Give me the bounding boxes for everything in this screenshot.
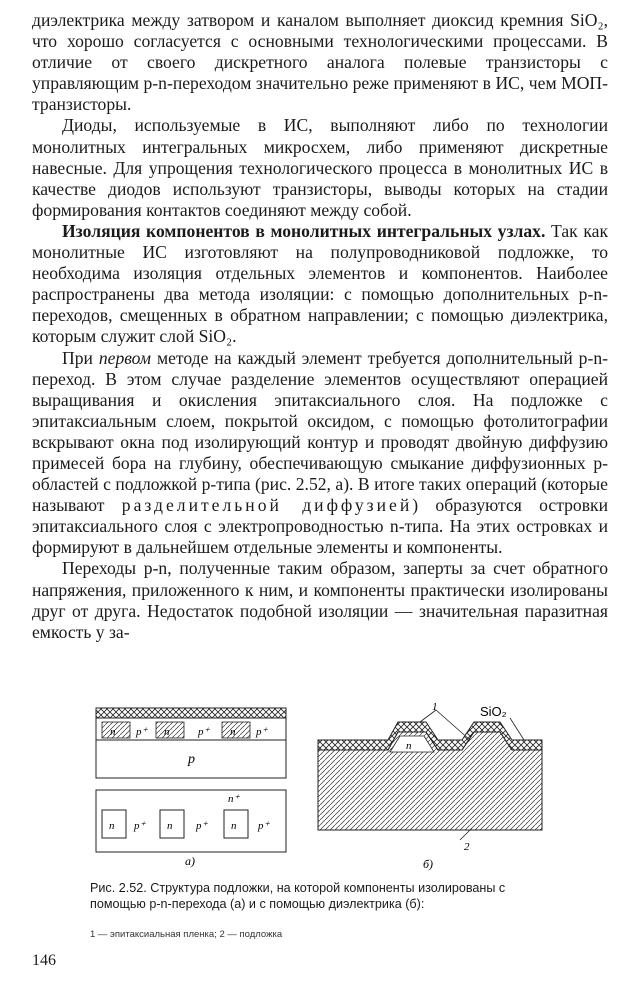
label-pplus: p⁺ bbox=[198, 726, 210, 738]
emphasis-first: первом bbox=[98, 347, 152, 368]
figure-a-cross-section bbox=[96, 708, 286, 778]
text-span: методе на каждый элемент требуется дополнительный p-n-переход. В этом случае разделение элементов осуществляют операцией выращивания и окисления эпитаксиального слоя. На подложке с эпитаксиальным слоем, покрытой оксидом, с помощью фотолитографии вскрывают окна под изолирующий контур и проводят двойную диффузию примесей бора на глубину, обеспечивающую смыкание диффузионных p-областей с подложкой p-типа (рис. 2.52, а). В итоге таких операций (которые называют bbox=[32, 347, 608, 516]
label-n: n bbox=[230, 726, 236, 738]
label-n: n bbox=[231, 820, 237, 832]
paragraph-first-method bbox=[32, 348, 608, 559]
paragraph-junctions: Переходы p-n, полученные таким образом, заперты за счет обратного напряжения, приложенного к ним, и компоненты практически изолированы друг от друга. Недостаток подобной изоляции — значительная паразитная емкость у за- bbox=[32, 558, 608, 642]
label-n: n bbox=[109, 820, 115, 832]
paragraph-continuation: диэлектрика между затвором и каналом выполняет диоксид кремния SiO₂, что хорошо согласуется с основными технологическими процессами. В отличие от своего дискретного аналога полевые транзисторы с управляющим p-n-переходом значительно реже применяют в ИС, чем МОП-транзисторы. bbox=[32, 10, 608, 115]
label-n: n bbox=[110, 726, 116, 738]
page-number: 146 bbox=[32, 952, 56, 969]
label-pplus: p⁺ bbox=[256, 726, 268, 738]
isolation-text: Так как монолитные ИС изготовляют на полупроводниковой подложке, то необходима изоляция отдельных элементов и компонентов. Наиболее распространены два метода изоляции: с помощью дополнительных p-n-переходов, смещенных в обратном направлении; с помощью диэлектрика, которым служит слой SiO₂. bbox=[32, 220, 608, 347]
paragraph-isolation bbox=[32, 221, 608, 348]
spaced-term: разделительной диффузией bbox=[121, 495, 413, 516]
figure-b-dielectric bbox=[318, 701, 542, 871]
figure-a-plan-view bbox=[96, 790, 286, 868]
paragraph-diodes: Диоды, используемые в ИС, выполняют либо по технологии монолитных интегральных микросхем, либо применяют дискретные навесные. Для упрощения технологического процесса в монолитных ИС в качестве диодов используют транзисторы, выводы которых на стадии формирования контактов соединяют между собой. bbox=[32, 115, 608, 220]
figure-2-52 bbox=[80, 700, 580, 880]
label-sio2: SiO₂ bbox=[480, 704, 507, 719]
label-nplus: n⁺ bbox=[228, 793, 240, 805]
text-span: При bbox=[62, 347, 93, 368]
label-fig-b: б) bbox=[423, 857, 434, 871]
label-pplus: p⁺ bbox=[134, 820, 146, 832]
label-p: p bbox=[188, 752, 195, 767]
label-pplus: p⁺ bbox=[258, 820, 270, 832]
section-heading: Изоляция компонентов в монолитных интегральных узлах. bbox=[62, 220, 546, 241]
figure-caption: Рис. 2.52. Структура подложки, на которой компоненты изолированы с помощью p-n-перехода (а) и с помощью диэлектрика (б): bbox=[90, 881, 506, 911]
figure-legend: 1 — эпитаксиальная пленка; 2 — подложка bbox=[90, 929, 283, 940]
label-pplus: p⁺ bbox=[136, 726, 148, 738]
label-pplus: p⁺ bbox=[196, 820, 208, 832]
label-n: n bbox=[406, 740, 412, 752]
label-n: n bbox=[164, 726, 170, 738]
text-span: ) образуются островки эпитаксиального слоя с электропроводностью n-типа. На этих островках и формируют в дальнейшем отдельные элементы и компоненты. bbox=[32, 495, 608, 558]
label-1: 1 bbox=[432, 701, 438, 713]
body-text bbox=[32, 10, 608, 643]
label-fig-a: а) bbox=[185, 854, 195, 868]
label-n: n bbox=[167, 820, 173, 832]
label-2: 2 bbox=[464, 841, 470, 853]
